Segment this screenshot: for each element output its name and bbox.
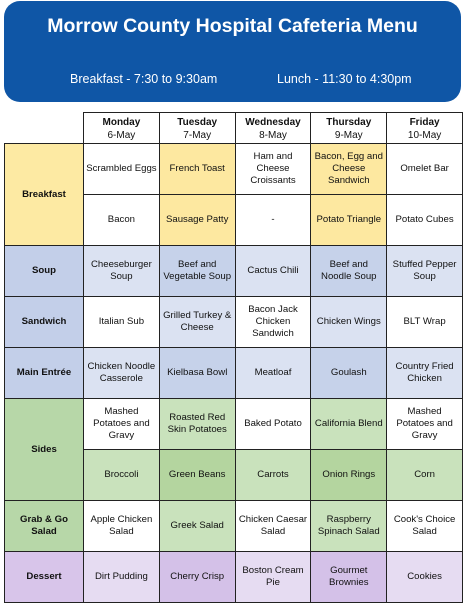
table-row [5,552,463,603]
section-label-grab-go-salad: Grab & Go Salad [5,501,84,552]
table-row [5,246,463,297]
corner-cell [5,113,84,144]
menu-cell: Meatloaf [235,348,311,399]
menu-cell: California Blend [311,399,387,450]
table-row [5,399,463,450]
menu-cell: French Toast [159,144,235,195]
table-row [5,348,463,399]
table-row [5,144,463,195]
menu-cell: Sausage Patty [159,195,235,246]
menu-cell: Beef and Vegetable Soup [159,246,235,297]
menu-cell: Cookies [387,552,463,603]
day-header-thursday: Thursday 9-May [311,113,387,144]
menu-cell: Mashed Potatoes and Gravy [84,399,160,450]
menu-cell: Ham and Cheese Croissants [235,144,311,195]
menu-table [4,112,463,599]
menu-cell: Gourmet Brownies [311,552,387,603]
menu-cell: Bacon Jack Chicken Sandwich [235,297,311,348]
menu-cell: Carrots [235,450,311,501]
section-label-breakfast: Breakfast [5,144,84,246]
menu-cell: Bacon [84,195,160,246]
section-label-sandwich: Sandwich [5,297,84,348]
menu-cell: Grilled Turkey & Cheese [159,297,235,348]
breakfast-hours: Breakfast - 7:30 to 9:30am [70,72,218,86]
menu-header-banner [4,1,461,102]
menu-cell: Roasted Red Skin Potatoes [159,399,235,450]
day-header-wednesday: Wednesday 8-May [235,113,311,144]
menu-cell: Raspberry Spinach Salad [311,501,387,552]
menu-cell: Bacon, Egg and Cheese Sandwich [311,144,387,195]
table-row [5,297,463,348]
menu-cell: Greek Salad [159,501,235,552]
day-header-friday: Friday 10-May [387,113,463,144]
menu-cell: Cactus Chili [235,246,311,297]
menu-cell: - [235,195,311,246]
day-header-monday: Monday 6-May [84,113,160,144]
lunch-hours: Lunch - 11:30 to 4:30pm [277,72,412,86]
menu-cell: Dirt Pudding [84,552,160,603]
menu-cell: Cherry Crisp [159,552,235,603]
menu-cell: Kielbasa Bowl [159,348,235,399]
section-label-dessert: Dessert [5,552,84,603]
menu-cell: Stuffed Pepper Soup [387,246,463,297]
menu-cell: Italian Sub [84,297,160,348]
menu-cell: Potato Triangle [311,195,387,246]
menu-cell: BLT Wrap [387,297,463,348]
page-title: Morrow County Hospital Cafeteria Menu [47,15,418,37]
menu-cell: Baked Potato [235,399,311,450]
menu-cell: Chicken Caesar Salad [235,501,311,552]
menu-cell: Potato Cubes [387,195,463,246]
menu-cell: Broccoli [84,450,160,501]
day-header-tuesday: Tuesday 7-May [159,113,235,144]
menu-cell: Boston Cream Pie [235,552,311,603]
menu-cell: Omelet Bar [387,144,463,195]
menu-cell: Cheeseburger Soup [84,246,160,297]
section-label-sides: Sides [5,399,84,501]
menu-cell: Goulash [311,348,387,399]
menu-cell: Country Fried Chicken [387,348,463,399]
menu-cell: Chicken Wings [311,297,387,348]
menu-cell: Onion Rings [311,450,387,501]
section-label-main-entree: Main Entrée [5,348,84,399]
table-row [5,501,463,552]
menu-cell: Corn [387,450,463,501]
menu-cell: Chicken Noodle Casserole [84,348,160,399]
menu-cell: Cook's Choice Salad [387,501,463,552]
section-label-soup: Soup [5,246,84,297]
menu-cell: Beef and Noodle Soup [311,246,387,297]
menu-cell: Scrambled Eggs [84,144,160,195]
menu-cell: Green Beans [159,450,235,501]
menu-cell: Mashed Potatoes and Gravy [387,399,463,450]
menu-cell: Apple Chicken Salad [84,501,160,552]
